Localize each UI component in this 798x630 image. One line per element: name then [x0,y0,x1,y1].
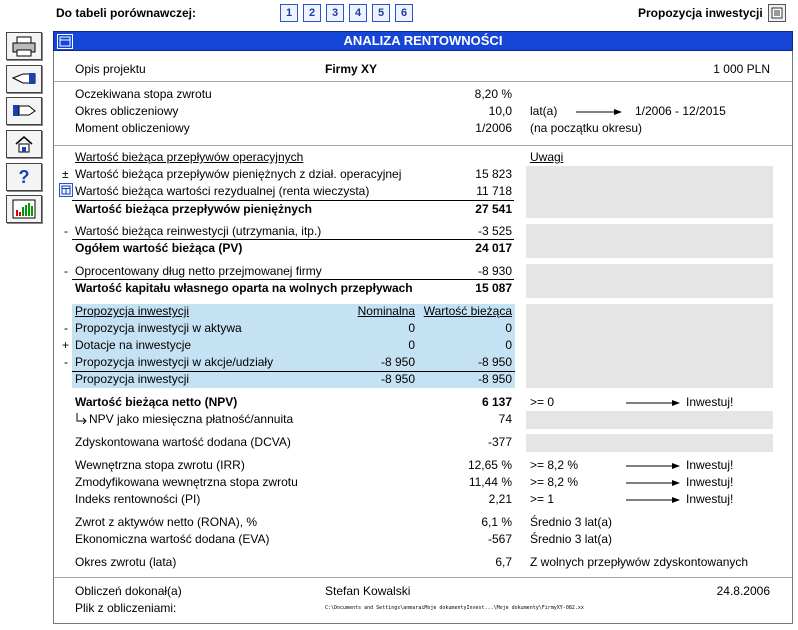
arrow-right-icon [626,398,680,408]
eva-condition: Średnio 3 lat(a) [530,532,613,546]
notes-box[interactable] [526,166,773,218]
document-icon [769,5,785,21]
row-sign: ± [62,167,69,181]
file-path: C:\Documents and Settings\anmaraiMoje dokumentyInvest...\Moje dokumenty\FirmyXY-082.xx [325,605,584,611]
panel-title: ANALIZA RENTOWNOŚCI [343,33,503,48]
project-label: Opis projektu [75,62,146,76]
row-sign: - [64,264,68,278]
calc-period-range: 1/2006 - 12/2015 [635,104,726,118]
divider [72,200,514,201]
divider [54,577,792,578]
pv-reinvest-label: Wartość bieżąca reinwestycji (utrzymania, itp.) [75,224,322,238]
pv-cashflow-value: 27 541 [475,202,512,216]
mirr-condition: >= 8,2 % [530,475,579,489]
file-label: Plik z obliczeniami: [75,601,177,615]
row-sign: + [62,338,70,352]
compare-button-1[interactable]: 1 [280,4,298,22]
table-icon [60,184,72,196]
invest-header: Propozycja inwestycji [75,304,190,318]
dcva-value: -377 [487,435,512,449]
irr-value: 12,65 % [467,458,512,472]
calculated-by-label: Obliczeń dokonał(a) [75,584,182,598]
printer-icon [11,35,37,57]
calculation-date: 24.8.2006 [716,584,770,598]
pv-reinvest-value: -3 525 [477,224,512,238]
residual-details-button[interactable] [59,183,73,197]
payback-label: Okres zwrotu (lata) [75,555,177,569]
pv-header: Wartość bieżąca przepływów operacyjnych [75,150,304,164]
arrow-right-icon [576,107,622,117]
invest-grants-pv: 0 [505,338,512,352]
mirr-verdict: Inwestuj! [686,475,734,489]
equity-value-label: Wartość kapitału własnego oparta na wolnych przepływach [75,281,413,295]
expected-return-label: Oczekiwana stopa zwrotu [75,87,212,101]
pv-operating-label: Wartość bieżąca przepływów pieniężnych z dział. operacyjnej [75,167,402,181]
pv-debt-value: -8 930 [477,264,512,278]
rona-label: Zwrot z aktywów netto (RONA), % [75,515,258,529]
npv-label: Wartość bieżąca netto (NPV) [75,395,238,409]
pv-total-label: Ogółem wartość bieżąca (PV) [75,241,243,255]
arrow-right-icon [626,495,680,505]
proposal-label: Propozycja inwestycji [638,6,763,20]
pv-operating-value: 15 823 [475,167,512,181]
invest-grants-label: Dotacje na inwestycje [75,338,192,352]
help-button[interactable] [6,163,42,191]
compare-button-6[interactable]: 6 [395,4,413,22]
panel-menu-button[interactable] [57,34,73,49]
mirr-value: 11,44 % [468,475,512,489]
rona-value: 6,1 % [481,515,512,529]
proposal-button[interactable] [768,4,786,22]
eva-value: -567 [487,532,512,546]
home-icon [13,134,35,154]
expected-return-value: 8,20 % [474,87,512,101]
divider [54,145,792,146]
npv-annuity-label: NPV jako miesięczna płatność/annuita [89,412,294,426]
equity-value-value: 15 087 [475,281,512,295]
divider [54,81,792,82]
pv-cashflow-label: Wartość bieżąca przepływów pieniężnych [75,202,312,216]
hand-pointing-left-icon [11,69,37,89]
invest-col-pv: Wartość bieżąca [423,304,512,318]
invest-shares-label: Propozycja inwestycji w akcje/udziały [75,355,274,369]
invest-assets-nominal: 0 [408,321,415,335]
calc-period-unit: lat(a) [530,104,558,118]
compare-button-3[interactable]: 3 [326,4,344,22]
row-sign: - [64,224,68,238]
invest-total-nominal: -8 950 [380,372,415,386]
compare-button-5[interactable]: 5 [372,4,390,22]
project-name: Firmy XY [325,62,378,76]
calc-moment-label: Moment obliczeniowy [75,121,190,135]
invest-assets-pv: 0 [505,321,512,335]
invest-col-nominal: Nominalna [357,304,415,318]
question-mark-icon: ? [18,166,30,187]
chart-button[interactable] [6,195,42,223]
table-icon [58,35,72,48]
notes-box[interactable] [526,411,773,429]
invest-total-pv: -8 950 [477,372,512,386]
invest-grants-nominal: 0 [408,338,415,352]
arrow-right-icon [626,461,680,471]
invest-total-label: Propozycja inwestycji [75,372,190,386]
pv-total-value: 24 017 [475,241,512,255]
return-arrow-icon [75,412,87,424]
notes-box[interactable] [526,264,773,298]
irr-label: Wewnętrzna stopa zwrotu (IRR) [75,458,245,472]
payback-condition: Z wolnych przepływów zdyskontowanych [530,555,749,569]
bar-chart-icon [11,198,37,220]
mirr-label: Zmodyfikowana wewnętrzna stopa zwrotu [75,475,298,489]
pi-label: Indeks rentowności (PI) [75,492,201,506]
pv-residual-label: Wartość bieżąca wartości rezydualnej (renta wieczysta) [75,184,370,198]
project-amount: 1 000 PLN [713,62,770,76]
back-button[interactable] [6,65,42,93]
payback-value: 6,7 [495,555,512,569]
compare-label: Do tabeli porównawczej: [56,6,197,20]
eva-label: Ekonomiczna wartość dodana (EVA) [75,532,270,546]
notes-box[interactable] [526,224,773,258]
panel-title-bar [53,31,793,51]
hand-pointing-right-icon [11,101,37,121]
notes-box[interactable] [526,304,773,388]
arrow-right-icon [626,478,680,488]
npv-condition: >= 0 [530,395,555,409]
print-button[interactable] [6,32,42,60]
irr-condition: >= 8,2 % [530,458,579,472]
calc-moment-note: (na początku okresu) [530,121,643,135]
npv-value: 6 137 [481,395,512,409]
home-button[interactable] [6,130,42,158]
compare-button-2[interactable]: 2 [303,4,321,22]
dcva-label: Zdyskontowana wartość dodana (DCVA) [75,435,291,449]
notes-header: Uwagi [530,150,564,164]
invest-shares-nominal: -8 950 [380,355,415,369]
forward-button[interactable] [6,97,42,125]
row-sign: - [64,355,68,369]
row-sign: - [64,321,68,335]
pi-condition: >= 1 [530,492,555,506]
pv-debt-label: Oprocentowany dług netto przejmowanej firmy [75,264,322,278]
calc-period-value: 10,0 [488,104,512,118]
notes-box[interactable] [526,434,773,452]
pi-verdict: Inwestuj! [686,492,734,506]
invest-assets-label: Propozycja inwestycji w aktywa [75,321,242,335]
pv-residual-value: 11 718 [476,184,512,198]
npv-annuity-value: 74 [498,412,512,426]
calc-moment-value: 1/2006 [475,121,512,135]
divider [72,239,514,240]
rona-condition: Średnio 3 lat(a) [530,515,613,529]
divider [72,279,514,280]
npv-verdict: Inwestuj! [686,395,734,409]
irr-verdict: Inwestuj! [686,458,734,472]
pi-value: 2,21 [488,492,512,506]
compare-button-4[interactable]: 4 [349,4,367,22]
calculated-by-name: Stefan Kowalski [325,584,411,598]
invest-shares-pv: -8 950 [477,355,512,369]
calc-period-label: Okres obliczeniowy [75,104,179,118]
